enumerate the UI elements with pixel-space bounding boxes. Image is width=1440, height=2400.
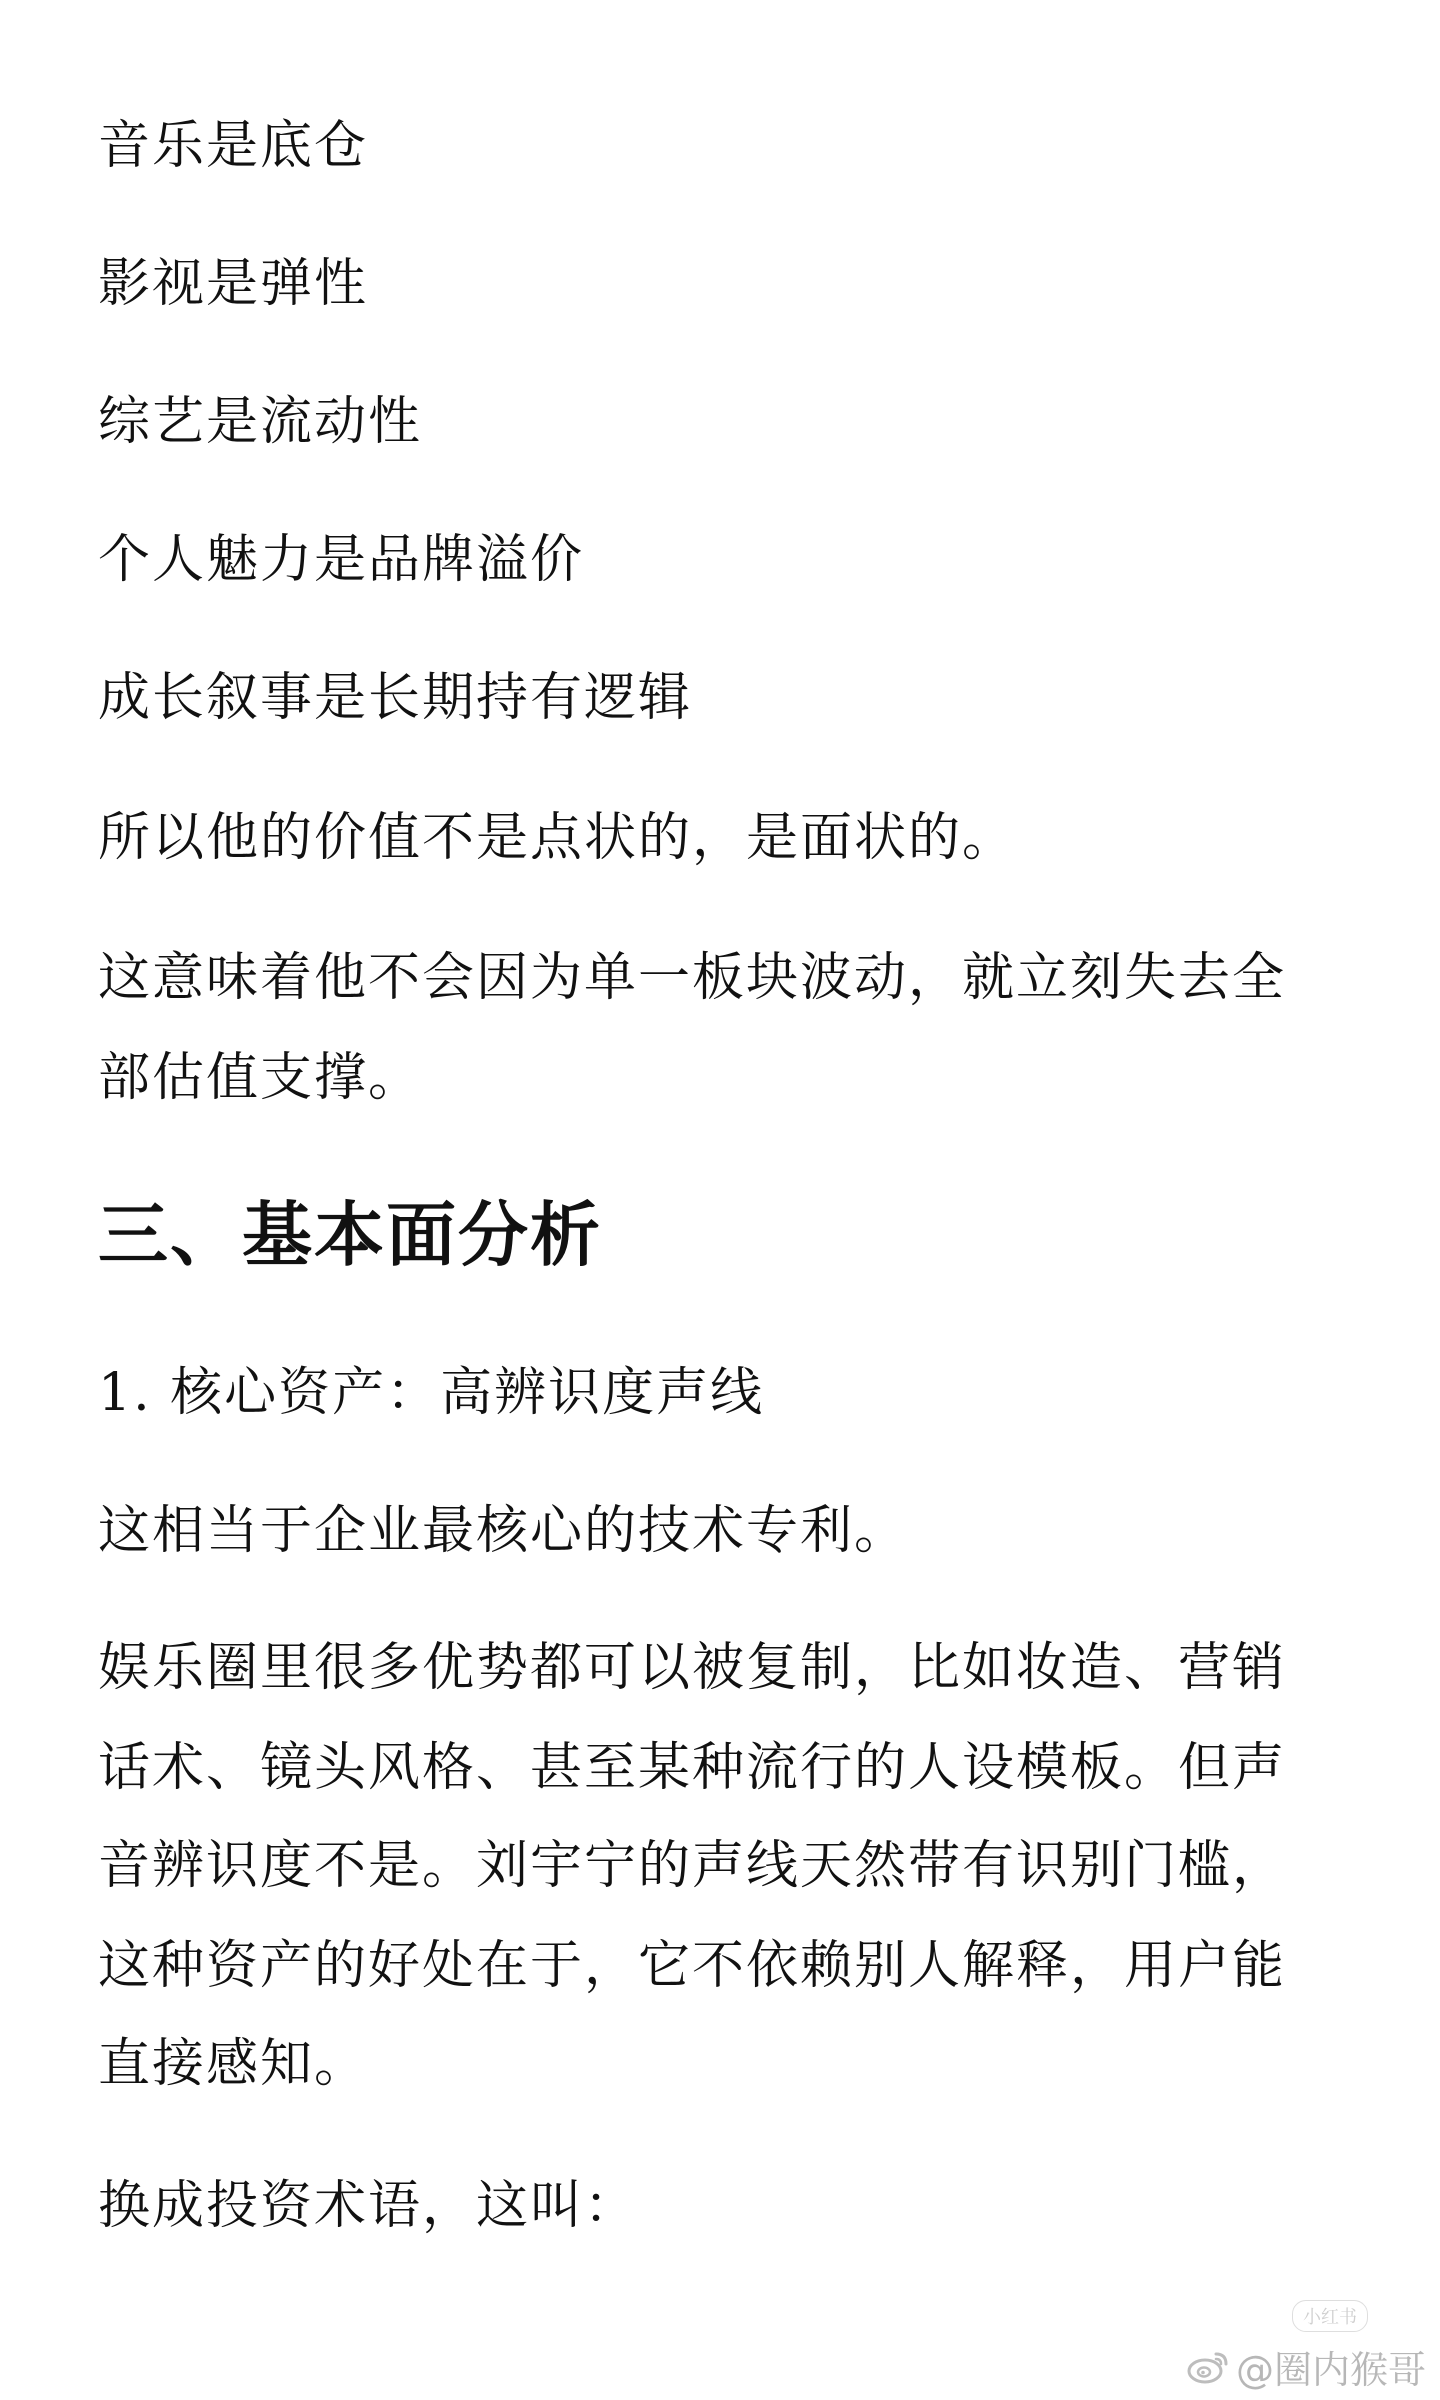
text-line: 这意味着他不会因为单一板块波动，就立刻失去全	[98, 948, 1287, 1008]
text-line: 音辨识度不是。刘宇宁的声线天然带有识别门槛，	[98, 1836, 1287, 1896]
text-line: 个人魅力是品牌溢价	[98, 530, 585, 590]
platform-badge: 小红书	[1292, 2300, 1368, 2332]
text-line: 直接感知。	[98, 2034, 369, 2094]
paragraph: 这相当于企业最核心的技术专利。	[98, 1501, 909, 1561]
text-line: 影视是弹性	[98, 254, 369, 314]
text-line: 综艺是流动性	[98, 392, 423, 452]
text-line: 这种资产的好处在于，它不依赖别人解释，用户能	[98, 1936, 1287, 1996]
subheading: 1. 核心资产：高辨识度声线	[98, 1363, 765, 1423]
text-line: 娱乐圈里很多优势都可以被复制，比如妆造、营销	[98, 1638, 1287, 1698]
watermark-text: @圈内猴哥	[1235, 2348, 1426, 2392]
paragraph: 换成投资术语，这叫：	[98, 2176, 639, 2236]
watermark	[1186, 2307, 1426, 2394]
text-line: 部估值支撑。	[98, 1048, 423, 1108]
text-line: 话术、镜头风格、甚至某种流行的人设模板。但声	[98, 1738, 1287, 1798]
text-line: 成长叙事是长期持有逻辑	[98, 668, 693, 728]
weibo-icon	[1186, 2348, 1230, 2386]
section-heading: 三、基本面分析	[98, 1193, 602, 1276]
text-line: 所以他的价值不是点状的，是面状的。	[98, 808, 1017, 868]
text-line: 音乐是底仓	[98, 116, 369, 176]
